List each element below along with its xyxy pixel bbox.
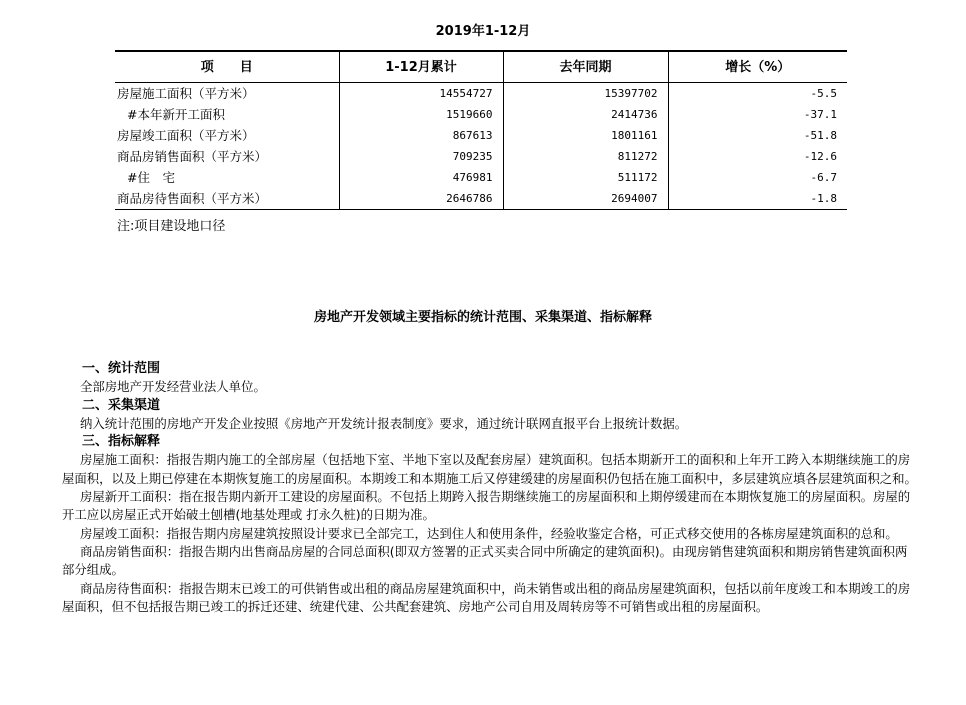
cell-last-year: 2694007 bbox=[503, 188, 668, 210]
cell-growth: -37.1 bbox=[668, 104, 847, 125]
table-row bbox=[115, 125, 847, 146]
definition-construction-area: 房屋施工面积：指报告期内施工的全部房屋（包括地下室、半地下室以及配套房屋）建筑面积。包括本期新开工的面积和上年开工跨入本期继续施工的房屋面积，以及上期已停建在本期恢复施工的房屋面积。本期竣工和本期施工后又停建缓建的房屋面积仍包括在施工面积中，多层建筑应填各层建筑面积之和。 bbox=[62, 452, 917, 486]
report-period: 2019年1-12月 bbox=[435, 24, 531, 39]
row-name: #本年新开工面积 bbox=[127, 107, 225, 122]
cell-cumulative: 709235 bbox=[339, 146, 503, 167]
cell-growth: -12.6 bbox=[668, 146, 847, 167]
cell-cumulative: 14554727 bbox=[339, 83, 503, 105]
document-body bbox=[62, 360, 918, 616]
row-name: 房屋施工面积（平方米） bbox=[117, 86, 255, 101]
cell-growth: -5.5 bbox=[668, 83, 847, 105]
row-name: #住 宅 bbox=[127, 170, 175, 185]
definition-sales-area: 商品房销售面积：指报告期内出售商品房屋的合同总面积(即双方签署的正式买卖合同中所确定的建筑面积)。由现房销售建筑面积和期房销售建筑面积两部分组成。 bbox=[62, 543, 908, 578]
cell-last-year: 15397702 bbox=[503, 83, 668, 105]
column-header-growth: 增长（%） bbox=[668, 51, 847, 83]
column-header-item: 项 目 bbox=[115, 51, 339, 83]
table-row bbox=[115, 188, 847, 210]
cell-last-year: 1801161 bbox=[503, 125, 668, 146]
definition-completed-area: 房屋竣工面积：指报告期内房屋建筑按照设计要求已全部完工，达到住人和使用条件，经验收鉴定合格，可正式移交使用的各栋房屋建筑面积的总和。 bbox=[80, 525, 898, 541]
cell-last-year: 811272 bbox=[503, 146, 668, 167]
section-text-channel: 纳入统计范围的房地产开发企业按照《房地产开发统计报表制度》要求，通过统计联网直报平台上报统计数据。 bbox=[80, 415, 688, 431]
cell-growth: -1.8 bbox=[668, 188, 847, 210]
section-text-scope: 全部房地产开发经营业法人单位。 bbox=[80, 379, 266, 395]
cell-last-year: 2414736 bbox=[503, 104, 668, 125]
column-header-last-year: 去年同期 bbox=[503, 51, 668, 83]
cell-cumulative: 867613 bbox=[339, 125, 503, 146]
cell-growth: -6.7 bbox=[668, 167, 847, 188]
statistics-table bbox=[115, 50, 847, 210]
cell-cumulative: 476981 bbox=[339, 167, 503, 188]
table-row bbox=[115, 83, 847, 105]
table-row bbox=[115, 104, 847, 125]
document-title: 房地产开发领域主要指标的统计范围、采集渠道、指标解释 bbox=[313, 310, 652, 325]
table-row bbox=[115, 167, 847, 188]
table-note: 注:项目建设地口径 bbox=[117, 219, 226, 234]
cell-cumulative: 1519660 bbox=[339, 104, 503, 125]
section-heading-definitions: 三、指标解释 bbox=[82, 434, 161, 450]
table-header-row bbox=[115, 51, 847, 83]
row-name: 商品房待售面积（平方米） bbox=[115, 188, 339, 210]
definition-for-sale-area: 商品房待售面积：指报告期末已竣工的可供销售或出租的商品房屋建筑面积中，尚未销售或出租的商品房屋建筑面积，包括以前年度竣工和本期竣工的房屋面积，但不包括报告期已竣工的拆迁还建、统建代建、公共配套建筑、房地产公司自用及周转房等不可销售或出租的房屋面积。 bbox=[62, 580, 911, 614]
section-heading-channel: 二、采集渠道 bbox=[82, 397, 161, 413]
table-row bbox=[115, 146, 847, 167]
definition-new-start-area: 房屋新开工面积：指在报告期内新开工建设的房屋面积。不包括上期跨入报告期继续施工的房屋面积和上期停缓建而在本期恢复施工的房屋面积。房屋的开工应以房屋正式开始破土刨槽(地基处理或 打永久桩)的日期为准。 bbox=[62, 489, 911, 523]
cell-last-year: 511172 bbox=[503, 167, 668, 188]
section-heading-scope: 一、统计范围 bbox=[82, 361, 161, 376]
row-name: 房屋竣工面积（平方米） bbox=[117, 128, 255, 143]
row-name: 商品房销售面积（平方米） bbox=[117, 149, 268, 164]
cell-cumulative: 2646786 bbox=[339, 188, 503, 210]
column-header-cumulative: 1-12月累计 bbox=[339, 51, 503, 83]
cell-growth: -51.8 bbox=[668, 125, 847, 146]
